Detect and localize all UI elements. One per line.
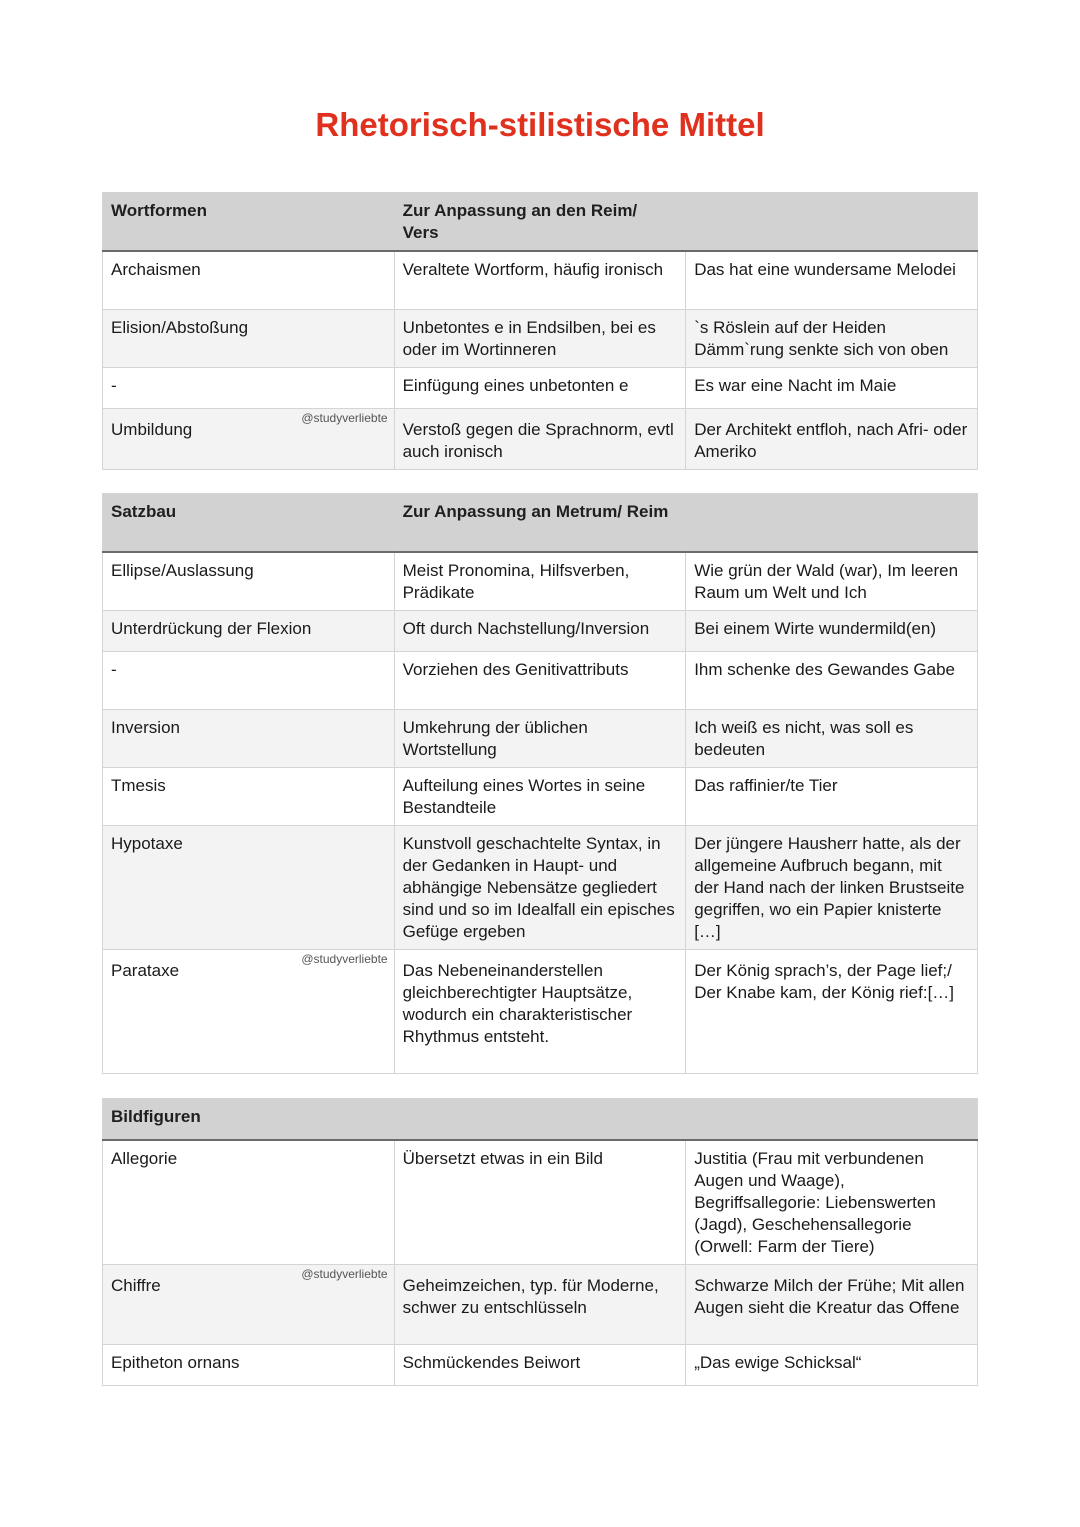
- header-cell: [686, 1099, 978, 1140]
- term-cell: Ellipse/Auslassung: [103, 552, 395, 611]
- table-wortformen: [102, 192, 978, 470]
- term-cell: Hypotaxe: [103, 825, 395, 949]
- header-cell: [394, 1099, 686, 1140]
- example-cell: Der König sprach’s, der Page lief;/ Der Knabe kam, der König rief:[…]: [686, 949, 978, 1073]
- example-cell: `s Röslein auf der Heiden Dämm`rung senkte sich von oben: [686, 309, 978, 367]
- header-cell: Zur Anpassung an Metrum/ Reim: [394, 494, 686, 552]
- table-satzbau: [102, 493, 978, 1074]
- description-cell: Meist Pronomina, Hilfsverben, Prädikate: [394, 552, 686, 611]
- term-cell: -: [103, 651, 395, 709]
- term-cell: [103, 949, 395, 1073]
- term-cell: Unterdrückung der Flexion: [103, 610, 395, 651]
- description-cell: Einfügung eines unbetonten e: [394, 367, 686, 408]
- header-cell: [686, 193, 978, 252]
- table-row: [103, 825, 978, 949]
- table-row: [103, 1344, 978, 1385]
- term-label: Chiffre: [111, 1275, 161, 1295]
- example-cell: „Das ewige Schicksal“: [686, 1344, 978, 1385]
- description-cell: Aufteilung eines Wortes in seine Bestandteile: [394, 767, 686, 825]
- example-cell: Ich weiß es nicht, was soll es bedeuten: [686, 709, 978, 767]
- description-cell: Geheimzeichen, typ. für Moderne, schwer zu entschlüsseln: [394, 1264, 686, 1344]
- example-cell: Justitia (Frau mit verbundenen Augen und Waage), Begriffsallegorie: Liebenswerten (Jagd), Geschehensallegorie (Orwell: Farm der Tiere): [686, 1140, 978, 1265]
- example-cell: Das hat eine wundersame Melodei: [686, 251, 978, 309]
- example-cell: Es war eine Nacht im Maie: [686, 367, 978, 408]
- table-row: [103, 552, 978, 611]
- watermark-tag: @studyverliebte: [301, 1266, 388, 1281]
- header-cell: Satzbau: [103, 494, 395, 552]
- term-label: Umbildung: [111, 419, 193, 439]
- example-cell: Schwarze Milch der Frühe; Mit allen Augen sieht die Kreatur das Offene: [686, 1264, 978, 1344]
- term-cell: [103, 1264, 395, 1344]
- table-row: [103, 651, 978, 709]
- description-cell: Kunstvoll geschachtelte Syntax, in der Gedanken in Haupt- und abhängige Nebensätze gegliedert sind und so im Idealfall ein episches Gefüge ergeben: [394, 825, 686, 949]
- example-cell: Ihm schenke des Gewandes Gabe: [686, 651, 978, 709]
- table-row: [103, 251, 978, 309]
- description-cell: Oft durch Nachstellung/Inversion: [394, 610, 686, 651]
- term-cell: Allegorie: [103, 1140, 395, 1265]
- term-cell: Archaismen: [103, 251, 395, 309]
- table-header-row: [103, 1099, 978, 1140]
- example-cell: Das raffinier/te Tier: [686, 767, 978, 825]
- table-row: [103, 1264, 978, 1344]
- example-cell: Wie grün der Wald (war), Im leeren Raum um Welt und Ich: [686, 552, 978, 611]
- description-cell: Schmückendes Beiwort: [394, 1344, 686, 1385]
- term-label: Parataxe: [111, 960, 180, 980]
- example-cell: Der Architekt entfloh, nach Afri- oder Ameriko: [686, 408, 978, 469]
- header-cell: [686, 494, 978, 552]
- header-cell: Zur Anpassung an den Reim/ Vers: [394, 193, 686, 252]
- term-cell: Tmesis: [103, 767, 395, 825]
- term-cell: -: [103, 367, 395, 408]
- header-cell: Wortformen: [103, 193, 395, 252]
- page-title: Rhetorisch-stilistische Mittel: [315, 106, 765, 143]
- example-cell: Bei einem Wirte wundermild(en): [686, 610, 978, 651]
- description-cell: Übersetzt etwas in ein Bild: [394, 1140, 686, 1265]
- table-bildfiguren: [102, 1098, 978, 1386]
- table-row: [103, 767, 978, 825]
- term-cell: Elision/Abstoßung: [103, 309, 395, 367]
- watermark-tag: @studyverliebte: [301, 951, 388, 966]
- description-cell: Vorziehen des Genitivattributs: [394, 651, 686, 709]
- example-cell: Der jüngere Hausherr hatte, als der allgemeine Aufbruch begann, mit der Hand nach der linken Brustseite gegriffen, wo ein Papier knisterte […]: [686, 825, 978, 949]
- header-cell: Bildfiguren: [103, 1099, 395, 1140]
- term-cell: [103, 408, 395, 469]
- table-row: [103, 949, 978, 1073]
- table-row: [103, 367, 978, 408]
- term-cell: Epitheton ornans: [103, 1344, 395, 1385]
- table-row: [103, 1140, 978, 1265]
- table-row: [103, 610, 978, 651]
- table-header-row: [103, 193, 978, 252]
- table-row: [103, 309, 978, 367]
- table-header-row: [103, 494, 978, 552]
- description-cell: Das Nebeneinanderstellen gleichberechtigter Hauptsätze, wodurch ein charakteristischer Rhythmus entsteht.: [394, 949, 686, 1073]
- description-cell: Umkehrung der üblichen Wortstellung: [394, 709, 686, 767]
- table-row: [103, 408, 978, 469]
- description-cell: Unbetontes e in Endsilben, bei es oder im Wortinneren: [394, 309, 686, 367]
- watermark-tag: @studyverliebte: [301, 410, 388, 425]
- description-cell: Verstoß gegen die Sprachnorm, evtl auch ironisch: [394, 408, 686, 469]
- description-cell: Veraltete Wortform, häufig ironisch: [394, 251, 686, 309]
- table-row: [103, 709, 978, 767]
- term-cell: Inversion: [103, 709, 395, 767]
